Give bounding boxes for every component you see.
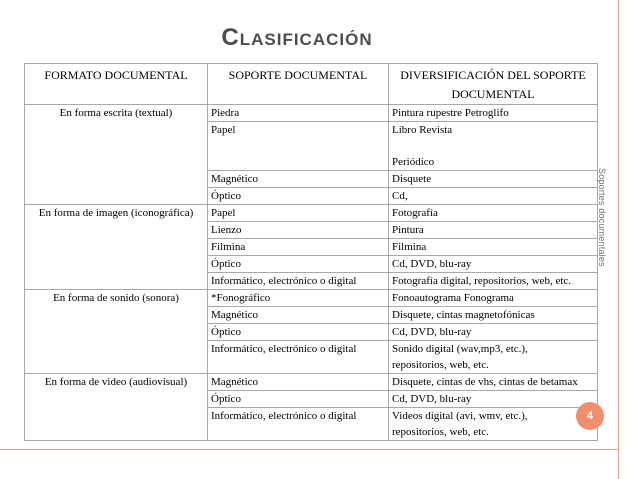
diversification-cell: Fotografía digital, repositorios, web, etc. [389,273,598,290]
diversification-line: repositorios, web, etc. [392,426,489,438]
header-format: FORMATO DOCUMENTAL [25,64,208,105]
header-diversification: DIVERSIFICACIÓN DEL SOPORTE DOCUMENTAL [389,64,598,105]
diversification-line: Videos digital (avi, wmv, etc.), [392,410,528,422]
slide-title [0,26,594,50]
diversification-cell: Fotografía [389,205,598,222]
support-cell: Informático, electrónico o digital [208,341,389,374]
diversification-cell [389,341,598,374]
diversification-cell [389,122,598,171]
support-cell: *Fonográfico [208,290,389,307]
diversification-line: repositorios, web, etc. [392,359,489,371]
diversification-cell: Disquete [389,171,598,188]
support-cell: Óptico [208,324,389,341]
diversification-line: Libro Revista [392,124,453,136]
support-cell: Magnético [208,307,389,324]
support-cell: Informático, electrónico o digital [208,408,389,441]
diversification-cell: Pintura rupestre Petroglifo [389,105,598,122]
diversification-cell: Fonoautograma Fonograma [389,290,598,307]
diversification-cell: Pintura [389,222,598,239]
support-cell: Óptico [208,188,389,205]
diversification-line: Sonido digital (wav,mp3, etc.), [392,343,528,355]
title-initial: C [221,24,240,51]
classification-table [24,63,598,441]
support-cell: Papel [208,205,389,222]
support-cell: Informático, electrónico o digital [208,273,389,290]
diversification-cell: Disquete, cintas de vhs, cintas de betamax [389,374,598,391]
table-row [25,374,598,391]
support-cell: Óptico [208,256,389,273]
diversification-cell: Cd, DVD, blu-ray [389,256,598,273]
format-cell: En forma de video (audiovisual) [25,374,208,441]
header-support: SOPORTE DOCUMENTAL [208,64,389,105]
diversification-line [392,138,594,154]
support-cell: Magnético [208,171,389,188]
table-header-row [25,64,598,105]
format-cell: En forma escrita (textual) [25,105,208,205]
title-rest: LASIFICACIÓN [239,30,373,49]
page-number-badge: 4 [576,402,604,430]
diversification-cell: Cd, [389,188,598,205]
table-row [25,205,598,222]
diversification-cell [389,408,598,441]
diversification-cell: Disquete, cintas magnetofónicas [389,307,598,324]
format-cell: En forma de sonido (sonora) [25,290,208,374]
slide-bottom-rule [0,449,618,450]
support-cell: Óptico [208,391,389,408]
diversification-cell: Cd, DVD, blu-ray [389,324,598,341]
table-row [25,105,598,122]
diversification-cell: Filmina [389,239,598,256]
diversification-line: Periódico [392,156,435,168]
support-cell: Lienzo [208,222,389,239]
format-cell: En forma de imagen (iconográfica) [25,205,208,290]
support-cell: Papel [208,122,389,171]
support-cell: Piedra [208,105,389,122]
table-row [25,290,598,307]
support-cell: Filmina [208,239,389,256]
diversification-cell: Cd, DVD, blu-ray [389,391,598,408]
support-cell: Magnético [208,374,389,391]
side-label: Soportes documentales [597,168,607,267]
